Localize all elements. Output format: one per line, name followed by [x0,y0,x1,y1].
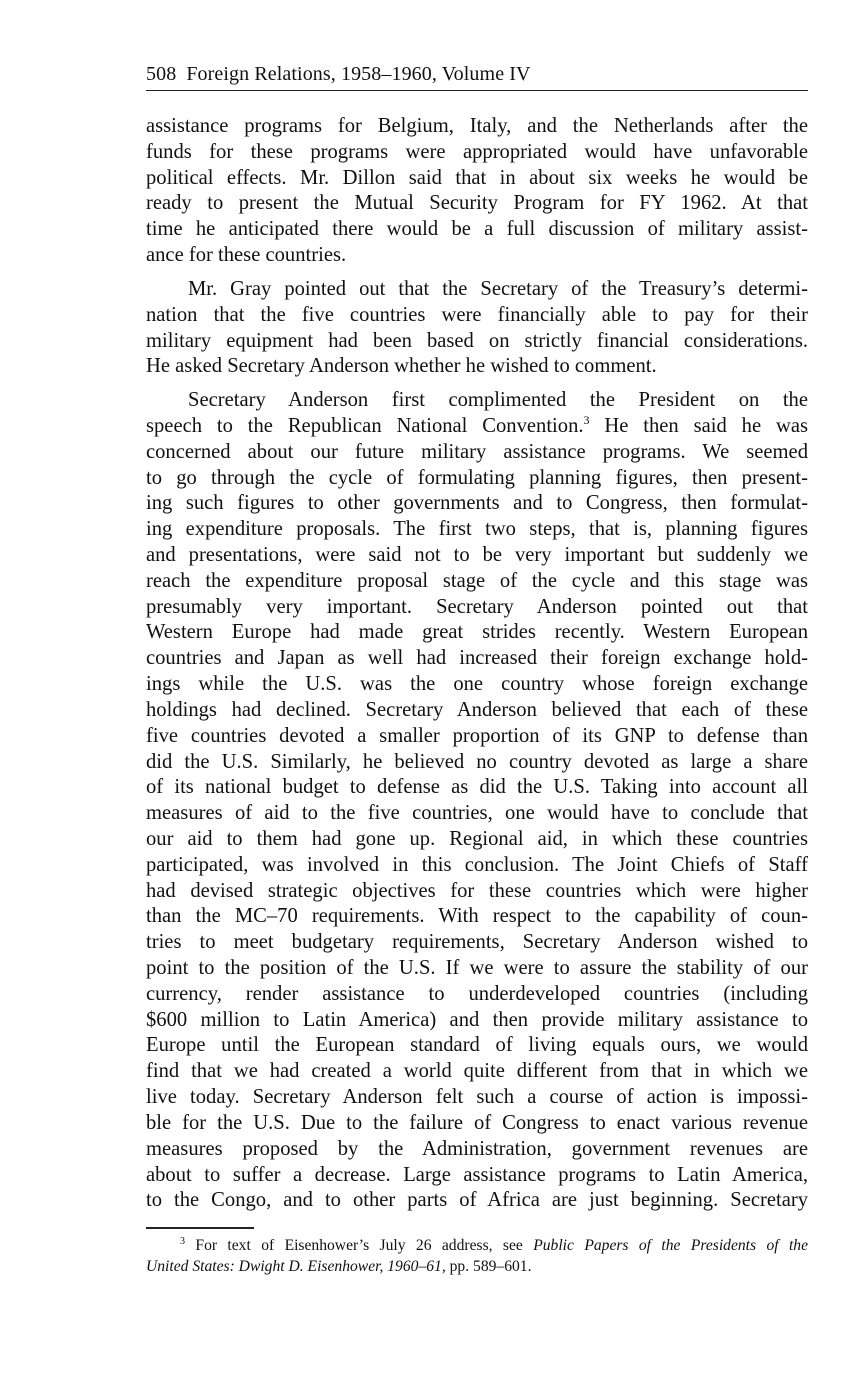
text-line: military equipment had been based on strictly financial considerations. [146,329,808,352]
text-line: to go through the cycle of formulating planning figures, then present- [146,466,808,489]
text-segment: speech to the Republican National Convention. [146,414,584,437]
footnote-citation-title: United States: Dwight D. Eisenhower, 1960–61, [146,1258,446,1275]
text-line: nation that the five countries were financially able to pay for their [146,303,808,326]
footnote-marker: 3 [180,1236,185,1247]
text-line: ings while the U.S. was the one country whose foreign exchange [146,673,808,696]
text-line: participated, was involved in this conclusion. The Joint Chiefs of Staff [146,853,808,876]
text-line: than the MC–70 requirements. With respect to the capability of coun- [146,905,808,928]
text-line: He asked Secretary Anderson whether he wished to comment. [146,355,657,378]
footnote-citation-title: Public Papers of the Presidents of the [533,1237,809,1254]
text-line: ing expenditure proposals. The first two steps, that is, planning figures [146,518,808,541]
text-line: five countries devoted a smaller proportion of its GNP to defense than [146,724,808,747]
text-segment: He then said he was [589,414,808,437]
text-line: assistance programs for Belgium, Italy, and the Netherlands after the [146,115,808,137]
text-line: $600 million to Latin America) and then provide military assistance to [146,1008,808,1031]
footnote-line [146,1256,808,1277]
paragraph-2 [146,277,808,380]
text-line: countries and Japan as well had increased their foreign exchange hold- [146,647,808,670]
text-line: concerned about our future military assistance programs. We seemed [146,440,808,463]
text-line: funds for these programs were appropriated would have unfavorable [146,140,808,163]
text-line: find that we had created a world quite different from that in which we [146,1060,808,1083]
text-line: holdings had declined. Secretary Anderson believed that each of these [146,698,808,721]
text-line: ing such figures to other governments and to Congress, then formulat- [146,492,808,515]
body-text [146,114,808,1214]
footnote-divider [146,1227,254,1229]
text-line: ance for these countries. [146,244,347,267]
text-line: reach the expenditure proposal stage of the cycle and this stage was [146,569,808,592]
text-line: presumably very important. Secretary Anderson pointed out that [146,595,808,618]
running-head [146,60,808,91]
text-line: our aid to them had gone up. Regional aid, in which these countries [146,827,808,850]
text-line: to the Congo, and to other parts of Africa are just beginning. Secretary [146,1189,808,1212]
text-line: Europe until the European standard of living equals ours, we would [146,1034,808,1057]
footnote-pages: pp. 589–601. [445,1258,532,1275]
text-line: tries to meet budgetary requirements, Secretary Anderson wished to [146,931,808,954]
text-line: had devised strategic objectives for these countries which were higher [146,879,808,902]
paragraph-1 [146,114,808,269]
paragraph-3 [146,388,808,1214]
volume-title: Foreign Relations, 1958–1960, Volume IV [186,63,531,85]
text-line: Secretary Anderson first complimented the President on the [188,389,808,412]
text-line: Mr. Gray pointed out that the Secretary of the Treasury’s determi- [188,277,808,300]
footnote [146,1235,808,1277]
text-line: did the U.S. Similarly, he believed no country devoted as large a share [146,750,808,773]
text-line: and presentations, were said not to be very important but suddenly we [146,544,808,566]
page-number: 508 [146,63,177,85]
text-line: live today. Secretary Anderson felt such a course of action is impossi- [146,1086,808,1109]
text-line: ble for the U.S. Due to the failure of Congress to enact various revenue [146,1111,808,1134]
text-line: of its national budget to defense as did the U.S. Taking into account all [146,776,808,799]
footnote-reference[interactable]: 3 [583,412,590,427]
text-line: measures proposed by the Administration, government revenues are [146,1137,808,1160]
text-line: currency, render assistance to underdeveloped countries (including [146,982,808,1005]
text-line: ready to present the Mutual Security Program for FY 1962. At that [146,192,808,215]
text-line: about to suffer a decrease. Large assistance programs to Latin America, [146,1163,808,1186]
text-line: Western Europe had made great strides recently. Western European [146,621,808,644]
footnote-line [146,1235,808,1256]
text-line: time he anticipated there would be a full discussion of military assist- [146,218,808,241]
footnote-text: For text of Eisenhower’s July 26 address, see [195,1237,534,1254]
text-line-with-footnote-ref [146,414,808,440]
text-line: point to the position of the U.S. If we were to assure the stability of our [146,957,808,979]
text-line: political effects. Mr. Dillon said that in about six weeks he would be [146,166,808,189]
text-line: measures of aid to the five countries, one would have to conclude that [146,802,808,825]
